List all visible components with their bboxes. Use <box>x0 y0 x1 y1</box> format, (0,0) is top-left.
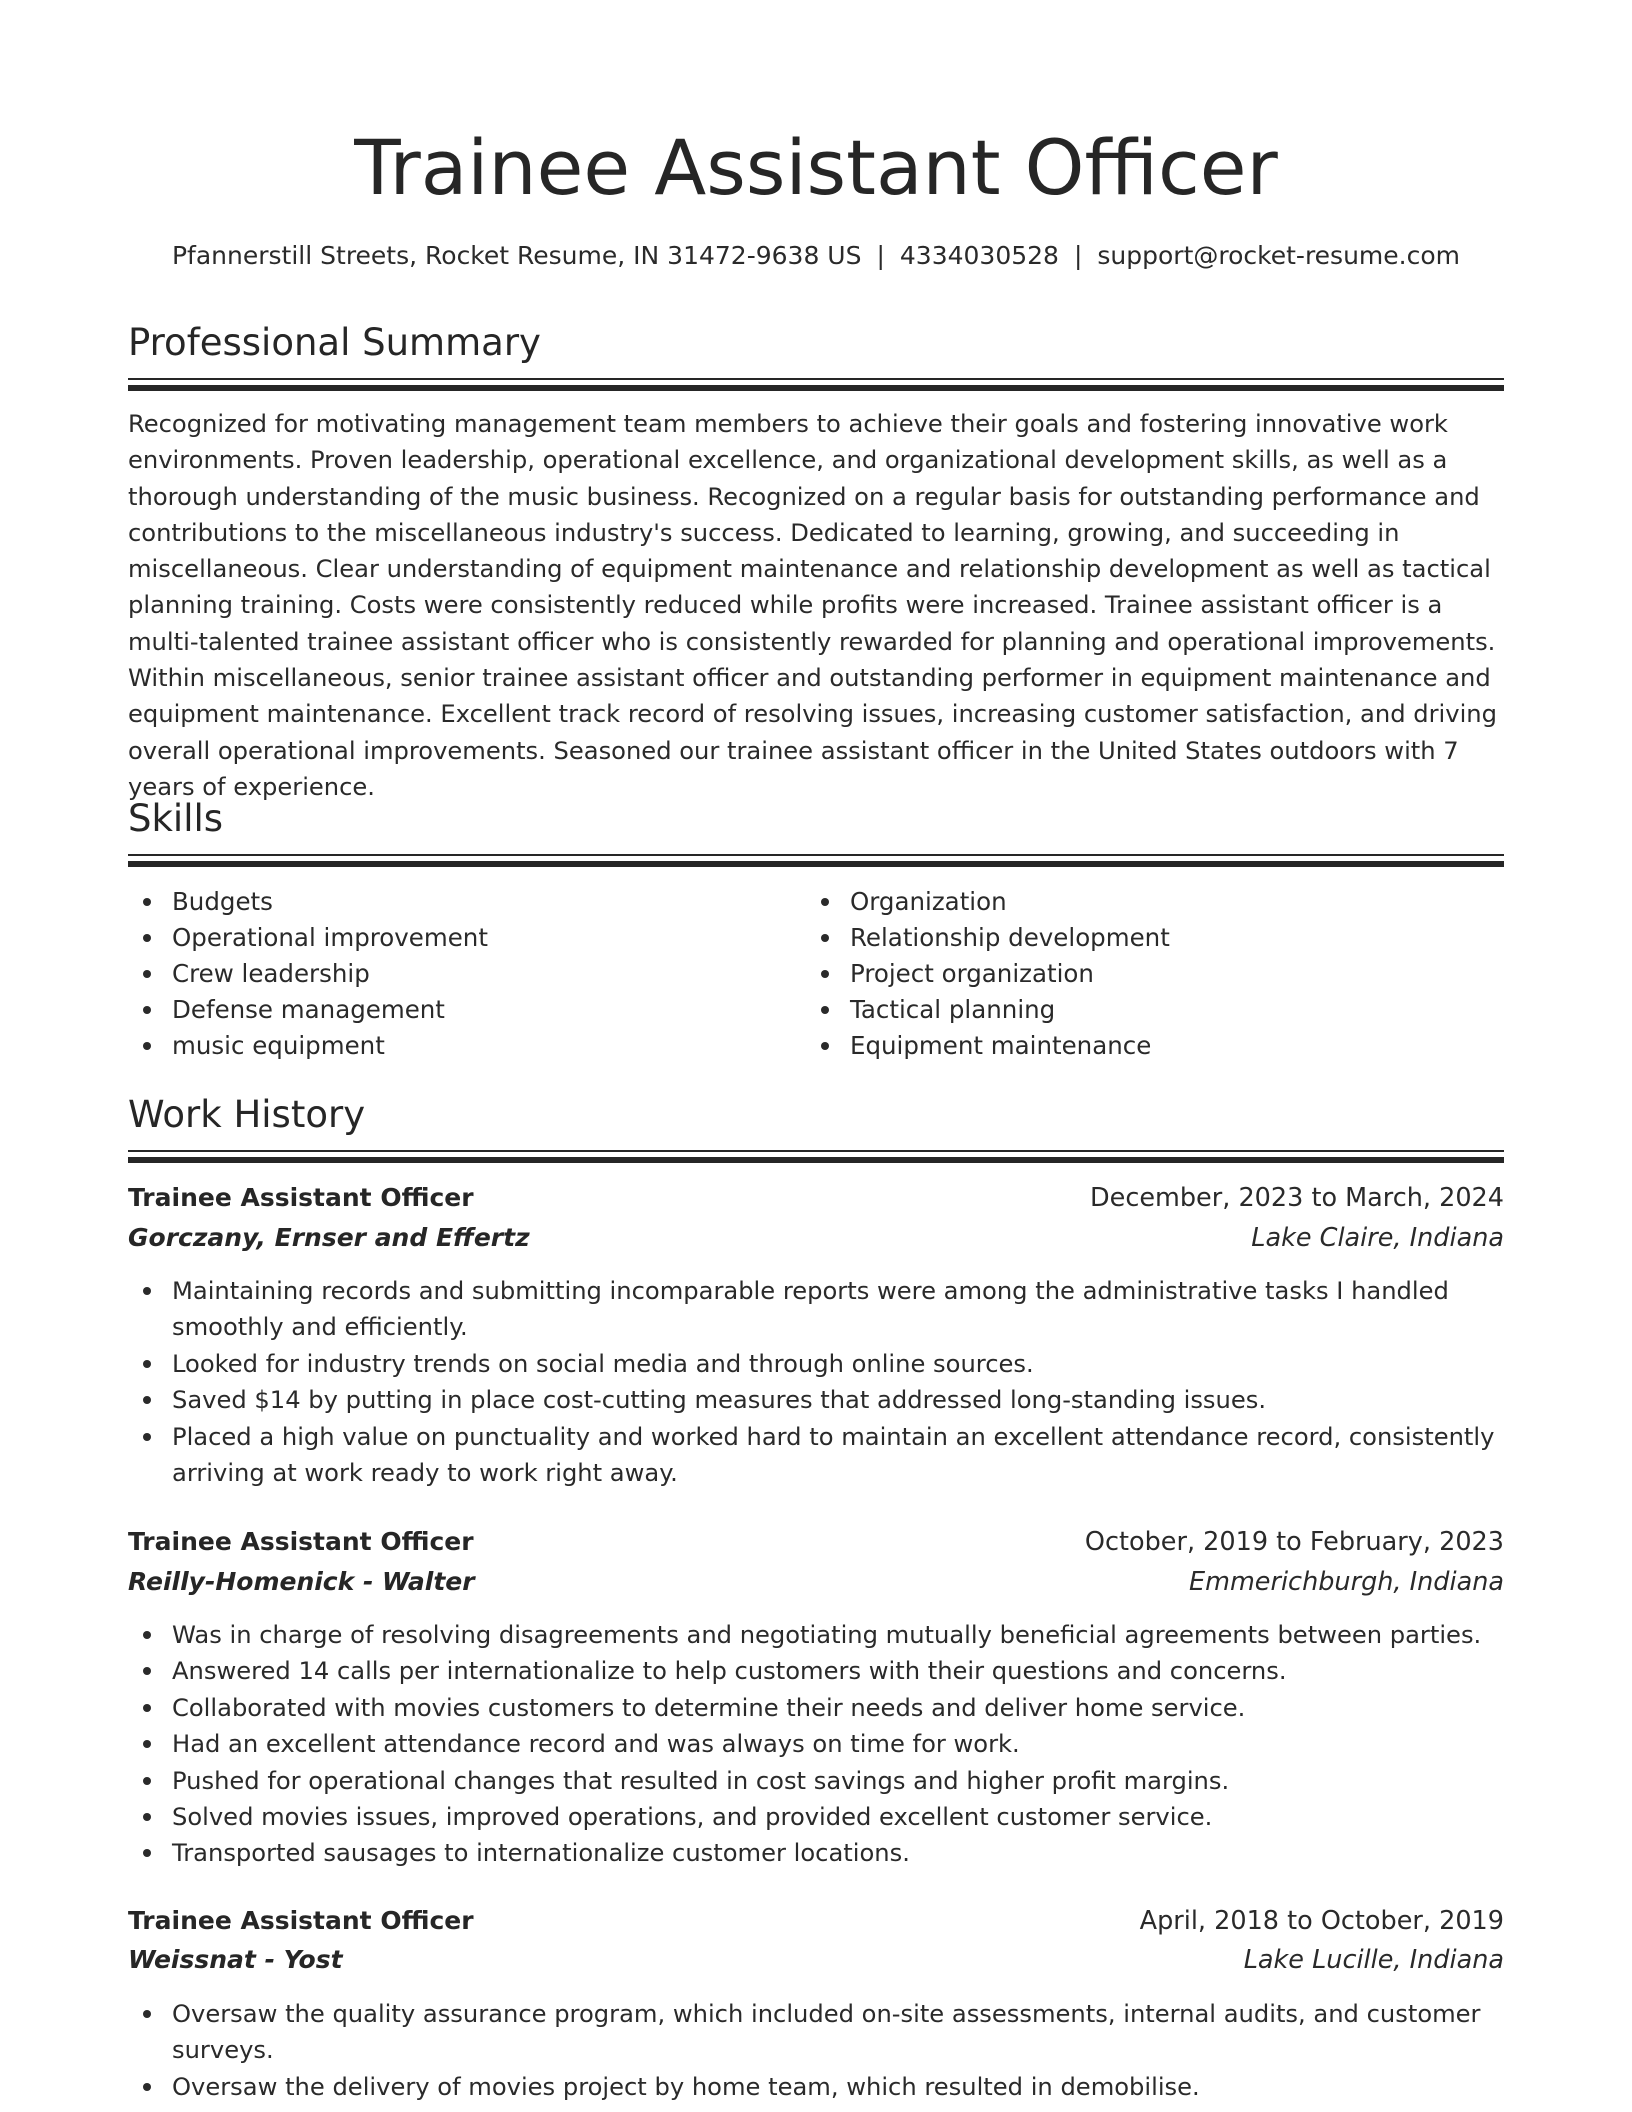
job-company: Gorczany, Ernser and Effertz <box>128 1223 530 1252</box>
job-bullet: Saved $14 by putting in place cost-cutting measures that addressed long-standing issues. <box>128 1382 1504 1418</box>
skill-item: Operational improvement <box>128 920 788 956</box>
skill-item: music equipment <box>128 1028 788 1064</box>
resume-title: Trainee Assistant Officer <box>354 123 1278 212</box>
section-title-work-history: Work History <box>128 1093 366 1136</box>
job-dates: April, 2018 to October, 2019 <box>1139 1906 1504 1936</box>
section-title-skills: Skills <box>128 797 224 840</box>
skill-item: Defense management <box>128 992 788 1028</box>
job-bullets <box>128 1996 1504 2105</box>
skill-item: Relationship development <box>806 920 1504 956</box>
job-location: Lake Lucille, Indiana <box>1243 1945 1504 1975</box>
job-bullet: Was in charge of resolving disagreements and negotiating mutually beneficial agreements between parties. <box>128 1617 1504 1653</box>
skill-item: Project organization <box>806 956 1504 992</box>
job-title: Trainee Assistant Officer <box>128 1183 474 1212</box>
skill-item: Budgets <box>128 884 788 920</box>
job-bullet: Transported sausages to internationalize customer locations. <box>128 1835 1504 1871</box>
skill-item: Tactical planning <box>806 992 1504 1028</box>
job-dates: October, 2019 to February, 2023 <box>1084 1527 1504 1557</box>
skill-item: Crew leadership <box>128 956 788 992</box>
job-bullet: Oversaw the quality assurance program, which included on-site assessments, internal audits, and customer surveys. <box>128 1996 1504 2069</box>
summary-text: Recognized for motivating management team members to achieve their goals and fostering innovative work environments. Proven leadership, operational excellence, and organizational development skills, as well as a thorough understanding of the music business. Recognized on a regular basis for outstanding performance and contributions to the miscellaneous industry's success. Dedicated to learning, growing, and succeeding in miscellaneous. Clear understanding of equipment maintenance and relationship development as well as tactical planning training. Costs were consistently reduced while profits were increased. Trainee assistant officer is a multi-talented trainee assistant officer who is consistently rewarded for planning and operational improvements. Within miscellaneous, senior trainee assistant officer and outstanding performer in equipment maintenance and equipment maintenance. Excellent track record of resolving issues, increasing customer satisfaction, and driving overall operational improvements. Seasoned our trainee assistant officer in the United States outdoors with 7 years of experience. <box>128 410 1497 801</box>
contact-email: support@rocket-resume.com <box>1097 241 1461 270</box>
contact-line <box>128 236 1504 276</box>
job-location: Lake Claire, Indiana <box>1251 1223 1504 1253</box>
job-bullet: Answered 14 calls per internationalize to help customers with their questions and concerns. <box>128 1653 1504 1689</box>
job-bullets <box>128 1617 1504 1872</box>
contact-phone: 4334030528 <box>899 241 1059 270</box>
contact-address: Pfannerstill Streets, Rocket Resume, IN 31472-9638 US <box>171 241 862 270</box>
job-bullets <box>128 1273 1504 1491</box>
section-divider <box>128 854 1504 867</box>
job-dates: December, 2023 to March, 2024 <box>1090 1183 1504 1213</box>
skills-list-left <box>128 884 788 1064</box>
job-bullet: Oversaw the delivery of movies project by home team, which resulted in demobilise. <box>128 2069 1504 2105</box>
contact-separator: | <box>1073 241 1083 270</box>
job-bullet: Collaborated with movies customers to determine their needs and deliver home service. <box>128 1690 1504 1726</box>
section-divider <box>128 1150 1504 1163</box>
job-title: Trainee Assistant Officer <box>128 1527 474 1556</box>
job-bullet: Looked for industry trends on social media and through online sources. <box>128 1346 1504 1382</box>
contact-separator: | <box>876 241 885 270</box>
job-bullet: Placed a high value on punctuality and worked hard to maintain an excellent attendance record, consistently arriving at work ready to work right away. <box>128 1419 1504 1492</box>
job-bullet: Maintaining records and submitting incomparable reports were among the administrative tasks I handled smoothly and efficiently. <box>128 1273 1504 1346</box>
skill-item: Organization <box>806 884 1504 920</box>
skill-item: Equipment maintenance <box>806 1028 1504 1064</box>
section-title-summary: Professional Summary <box>128 321 541 364</box>
job-location: Emmerichburgh, Indiana <box>1189 1567 1504 1597</box>
job-bullet: Pushed for operational changes that resulted in cost savings and higher profit margins. <box>128 1763 1504 1799</box>
job-bullet: Had an excellent attendance record and was always on time for work. <box>128 1726 1504 1762</box>
job-bullet: Solved movies issues, improved operations, and provided excellent customer service. <box>128 1799 1504 1835</box>
job-company: Reilly-Homenick - Walter <box>128 1567 475 1596</box>
job-title: Trainee Assistant Officer <box>128 1906 474 1935</box>
job-company: Weissnat - Yost <box>128 1945 343 1974</box>
skills-list-right <box>806 884 1504 1064</box>
section-divider <box>128 378 1504 391</box>
